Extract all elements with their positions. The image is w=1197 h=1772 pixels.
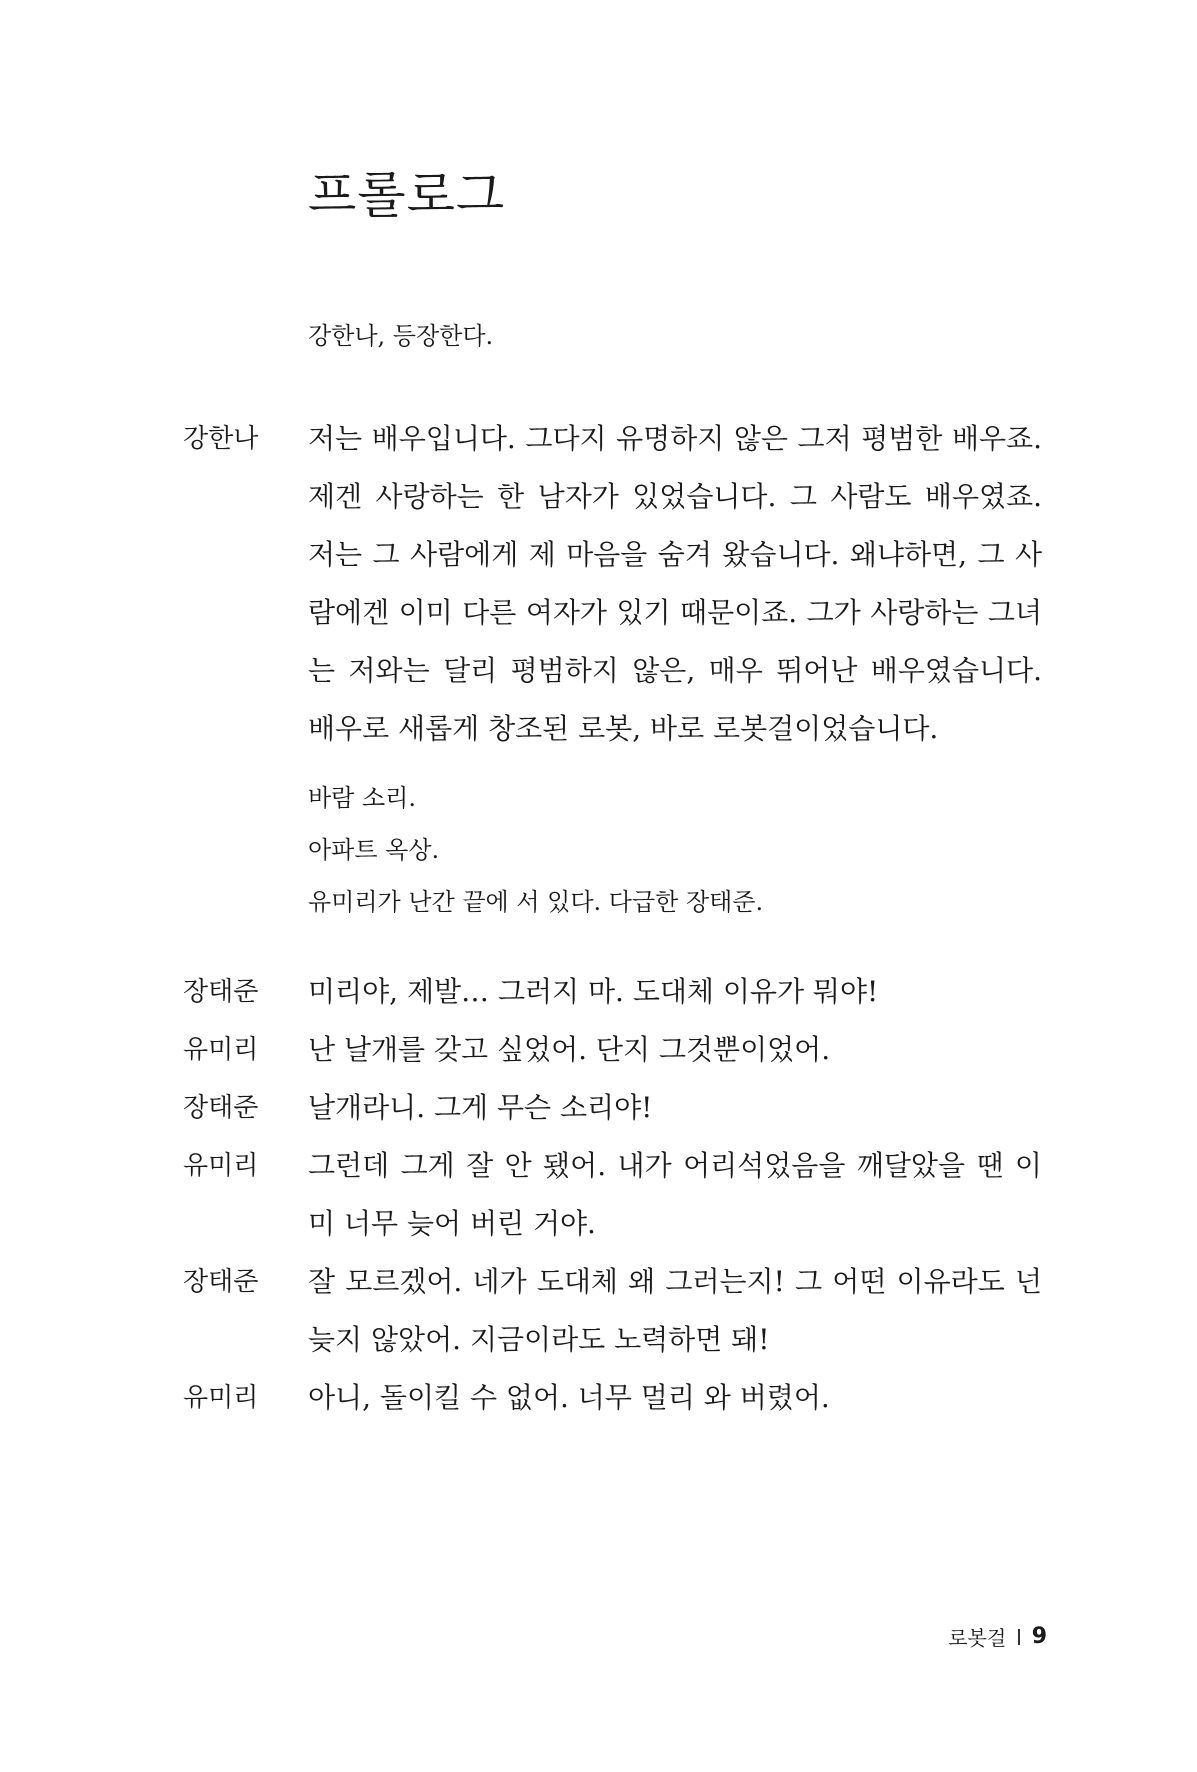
dialogue-block: [0, 963, 1197, 1427]
dialogue-row: [0, 1253, 1197, 1369]
speech-text: 그런데 그게 잘 안 됐어. 내가 어리석었음을 깨달았을 땐 이미 너무 늦어 버린 거야.: [308, 1149, 1042, 1240]
page-number: 9: [1031, 1624, 1047, 1649]
dialogue-row: [0, 410, 1197, 758]
dialogue-row: [0, 1137, 1197, 1253]
speaker-name: 장태준: [183, 977, 259, 1007]
speaker-name: 장태준: [183, 1093, 259, 1123]
stage-direction-line: 유미리가 난간 끝에 서 있다. 다급한 장태준.: [308, 888, 764, 916]
page-footer: [948, 1622, 1047, 1651]
speech-text: 날개라니. 그게 무슨 소리야!: [308, 1091, 653, 1124]
speech-text: 난 날개를 갖고 싶었어. 단지 그것뿐이었어.: [308, 1033, 831, 1066]
stage-direction-scene: [308, 772, 763, 928]
dialogue-row: [0, 963, 1197, 1021]
speaker-name: 유미리: [183, 1151, 259, 1181]
dialogue-row: [0, 1079, 1197, 1137]
speaker-name: 유미리: [183, 1035, 259, 1065]
speaker-name: 강한나: [183, 424, 259, 454]
footer-book-title: 로봇걸: [948, 1626, 1007, 1650]
speech-text: 미리야, 제발… 그러지 마. 도대체 이유가 뭐야!: [308, 975, 879, 1008]
speech-text: 저는 배우입니다. 그다지 유명하지 않은 그저 평범한 배우죠. 제겐 사랑하는 한 남자가 있었습니다. 그 사람도 배우였죠. 저는 그 사람에게 제 마음을 숨겨 왔습니다. 왜냐하면, 그 사람에겐 이미 다른 여자가 있기 때문이죠. 그가 사랑하는 그녀는 저와는 달리 평범하지 않은, 매우 뛰어난 배우였습니다. 배우로 새롭게 창조된 로봇, 바로 로봇걸이었습니다.: [308, 422, 1042, 745]
monologue-block: [0, 410, 1197, 758]
speech-text: 잘 모르겠어. 네가 도대체 왜 그러는지! 그 어떤 이유라도 넌 늦지 않았어. 지금이라도 노력하면 돼!: [308, 1265, 1042, 1356]
page-title: 프롤로그: [308, 166, 506, 224]
stage-direction-line: 강한나, 등장한다.: [308, 322, 494, 350]
stage-direction-line: 바람 소리.: [308, 784, 416, 812]
stage-direction-line: 아파트 옥상.: [308, 836, 440, 864]
speaker-name: 장태준: [183, 1267, 259, 1297]
footer-divider: [1018, 1629, 1020, 1645]
stage-direction-entrance: [308, 322, 493, 351]
dialogue-row: [0, 1021, 1197, 1079]
speech-text: 아니, 돌이킬 수 없어. 너무 멀리 와 버렸어.: [308, 1381, 830, 1414]
dialogue-row: [0, 1369, 1197, 1427]
speaker-name: 유미리: [183, 1383, 259, 1413]
